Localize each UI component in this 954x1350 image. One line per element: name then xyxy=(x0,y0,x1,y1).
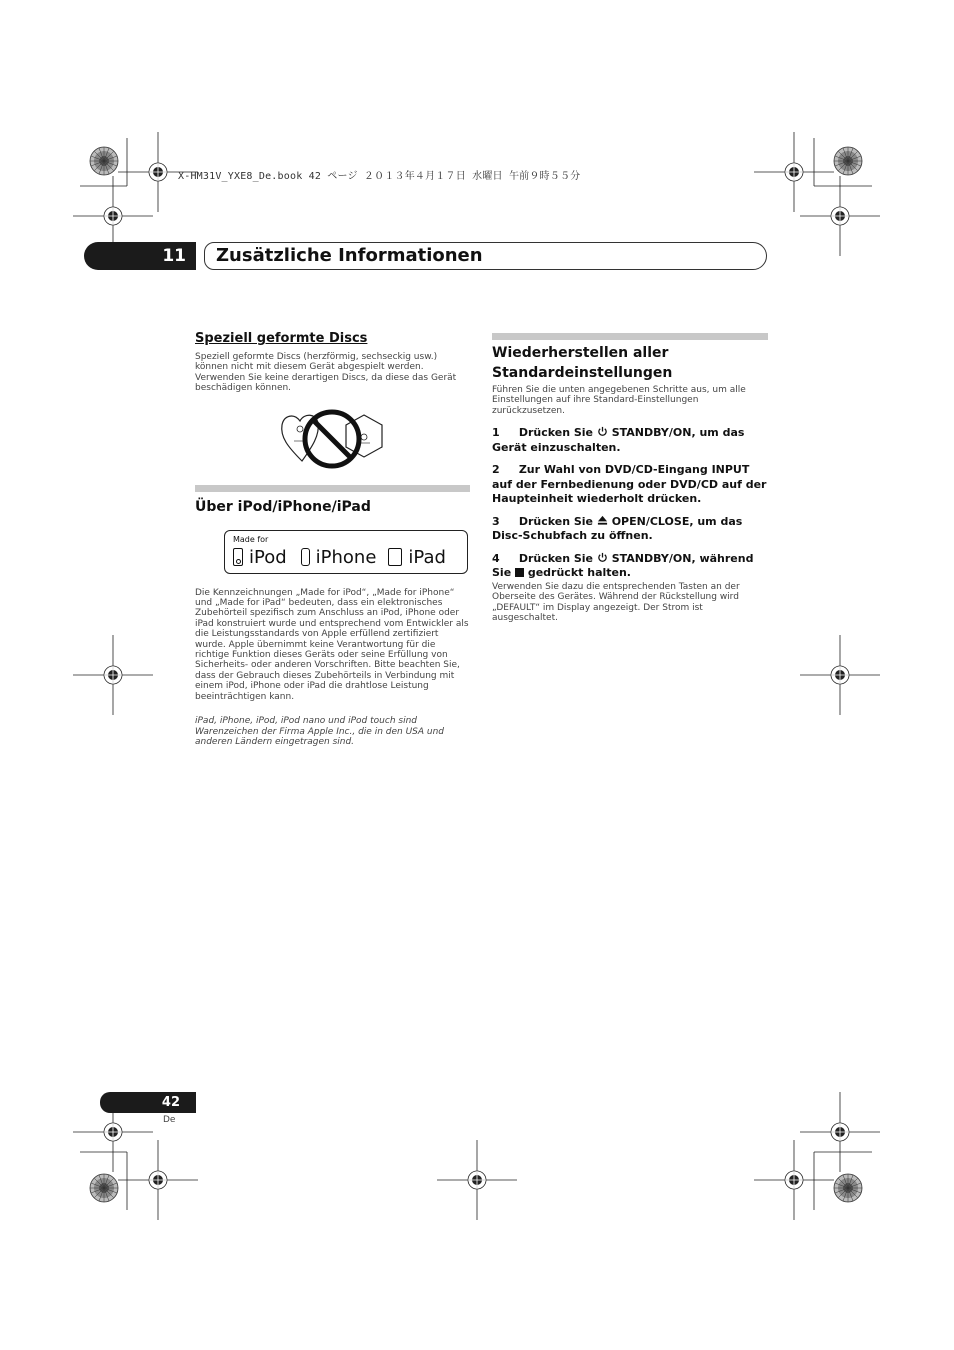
made-for-label: Made for xyxy=(233,534,269,544)
ipad-icon xyxy=(388,548,402,566)
step-text: STANDBY/ON, um das Gerät einzuschalten. xyxy=(492,426,745,454)
reset-heading: Wiederherstellen aller Standardeinstellungen xyxy=(492,345,673,381)
ipod-text: Die Kennzeichnungen „Made for iPod“, „Made for iPhone“ und „Made for iPad“ bedeuten, dass ein elektronisches Zubehörteil spezifisch zum Anschluss an iPod, iPhone oder iPad konstruiert wurde und entsprechend vom Entwickler als die Leistungsstandards von Apple erfüllend zertifiziert wurde. Apple übernimmt keine Verantwortung für die richtige Funktion dieses Geräts oder seine Erfüllung von Sicherheits- oder anderen Vorschriften. Bitte beachten Sie, dass der Gebrauch dieses Zubehörteils in Verbindung mit einem iPod, iPhone oder iPad die drahtlose Leistung beeinträchtigen kann. xyxy=(195,587,469,702)
page-language: De xyxy=(163,1115,176,1125)
step-text: Drücken Sie xyxy=(518,426,594,440)
eject-icon xyxy=(597,515,608,526)
made-for-devices xyxy=(233,547,446,568)
reset-note: Verwenden Sie dazu die entsprechenden Tasten an der Oberseite des Gerätes. Während der Rückstellung wird „DEFAULT“ im Display angezeigt. Der Strom ist ausgeschaltet. xyxy=(492,581,740,623)
step-text: Zur Wahl von DVD/CD-Eingang INPUT auf der Fernbedienung oder DVD/CD auf der Haupteinheit wiederholt drücken. xyxy=(492,463,767,506)
disc-figure-wrap xyxy=(195,407,470,471)
step-3 xyxy=(492,515,768,544)
no-shaped-discs-icon xyxy=(278,407,388,471)
step-text: OPEN/CLOSE, um das Disc-Schubfach zu öffnen. xyxy=(492,514,743,543)
step-text: gedrückt halten. xyxy=(527,566,631,580)
ipod-heading: Über iPod/iPhone/iPad xyxy=(195,498,371,515)
step-number: 2 xyxy=(492,463,500,477)
print-header: X-HM31V_YXE8_De.book 42 ページ ２０１３年４月１７日 水曜日 午前９時５５分 xyxy=(178,171,581,182)
discs-text: Speziell geformte Discs (herzförmig, sechseckig usw.) können nicht mit diesem Gerät abgespielt werden. Verwenden Sie keine derartigen Discs, da diese das Gerät beschädigen können. xyxy=(195,352,457,394)
made-for-badge xyxy=(224,530,468,574)
step-text: Drücken Sie xyxy=(518,514,594,528)
step-2 xyxy=(492,463,768,507)
stop-icon xyxy=(515,568,524,577)
step-text: Drücken Sie xyxy=(518,551,594,565)
step-number: 4 xyxy=(492,551,500,565)
trademark-text: iPad, iPhone, iPod, iPod nano und iPod touch sind Warenzeichen der Firma Apple Inc., die in den USA und anderen Ländern eingetragen sind. xyxy=(195,716,445,747)
chapter-title: Zusätzliche Informationen xyxy=(216,245,483,266)
ipod-label: iPod xyxy=(249,546,287,568)
step-1 xyxy=(492,426,768,455)
power-icon xyxy=(597,552,608,563)
power-icon xyxy=(597,426,608,437)
reset-intro: Führen Sie die unten angegebenen Schritte aus, um alle Einstellungen auf ihre Standard-Einstellungen zurückzusetzen. xyxy=(492,385,746,416)
step-number: 1 xyxy=(492,426,500,440)
page-number: 42 xyxy=(100,1092,196,1113)
ipod-icon xyxy=(233,548,243,566)
iphone-label: iPhone xyxy=(315,546,377,568)
left-column xyxy=(195,330,470,747)
section-divider xyxy=(195,485,470,492)
iphone-icon xyxy=(301,548,310,566)
chapter-number: 11 xyxy=(84,242,196,270)
step-number: 3 xyxy=(492,514,500,528)
ipad-label: iPad xyxy=(408,546,446,568)
step-4 xyxy=(492,552,768,581)
step-text: STANDBY/ON, während Sie xyxy=(492,551,754,580)
discs-heading: Speziell geformte Discs xyxy=(195,331,368,346)
right-column xyxy=(492,333,768,623)
section-divider xyxy=(492,333,768,340)
